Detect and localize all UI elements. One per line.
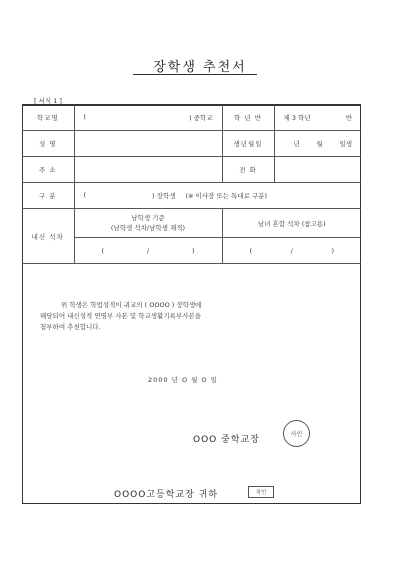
address-row [22,157,361,183]
rank-label: 내신 석차 [22,209,74,264]
birth-label: 생년월일 [222,131,274,157]
category-label: 구 분 [22,183,74,209]
mixed-rank-field[interactable]: ( / ) [222,238,361,264]
title-underline [133,74,257,75]
application-table [22,105,361,264]
document-title: 장학생 추천서 [153,60,247,75]
principal-signature: OOO 중학교장 [193,435,260,445]
male-rank-field[interactable]: ( / ) [74,238,222,264]
school-row [22,105,361,131]
phone-label: 전 화 [222,157,274,183]
form-number: [ 서식 1 ] [34,97,62,105]
name-field[interactable] [74,131,222,157]
body-line-3: 첨부하여 추천합니다. [40,323,101,331]
name-row [22,131,361,157]
issue-date: 2000 년 O 월 O 일 [148,376,218,384]
signature-seal-icon: 사인 [283,420,310,447]
category-row [22,183,361,209]
address-label: 주 소 [22,157,74,183]
male-rank-header: 남학생 기준 (남학생 석차/남학생 재적) [74,209,222,238]
grade-field[interactable]: 제 3 학년 반 [274,105,361,131]
body-line-1: 위 학생은 학업성적이 귀교의 ( OOOO ) 장학생에 [61,301,202,309]
recommendation-text [40,300,201,333]
body-line-2: 해당되어 내신성적 연명부 사본 및 학교생활기록부사본을 [40,312,202,320]
school-field[interactable]: ( ) 중학교 [74,105,222,131]
rank-header-row [22,209,361,238]
recipient-line: OOOO고등학교장 귀하 [114,490,219,500]
address-field[interactable] [74,157,222,183]
school-label: 학교명 [22,105,74,131]
official-stamp-box: 직인 [248,486,274,498]
category-note: (※ 이사장 또는 특대로 구분) [185,192,268,200]
name-label: 성 명 [22,131,74,157]
birth-field[interactable]: 년 월 일생 [274,131,361,157]
grade-label: 학 년 반 [222,105,274,131]
category-field[interactable]: ( ) 장학생 (※ 이사장 또는 특대로 구분) [74,183,361,209]
mixed-rank-header: 남녀 혼합 석차 (참고용) [222,209,361,238]
phone-field[interactable] [274,157,361,183]
